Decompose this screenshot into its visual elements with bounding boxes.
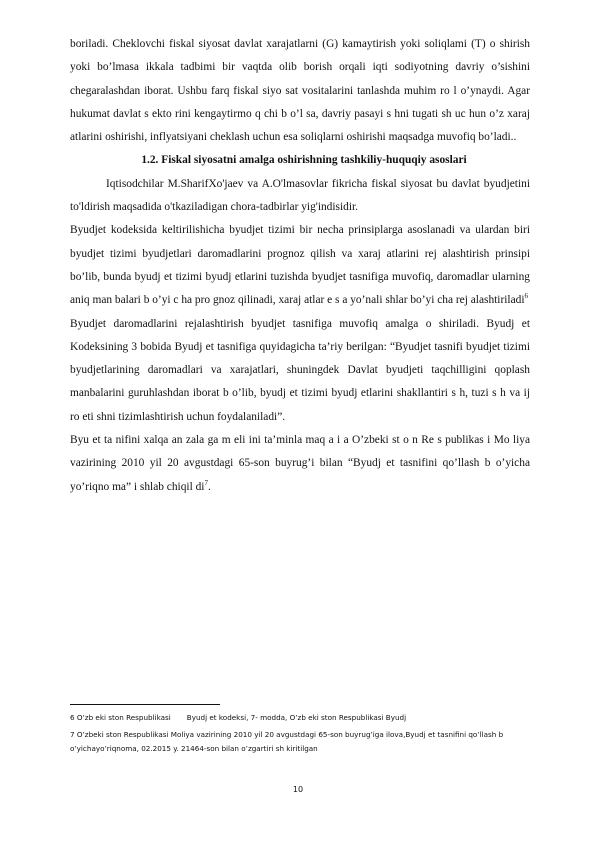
body-text bbox=[70, 33, 530, 499]
paragraph-budget-revenue-planning: Byudjet daromadlarini rejalashtirish byudjet tasnifiga muvofiq amalga o shiriladi. Byudj et Kodeksining 3 bobida Byudj et tasnifiga quyidagicha ta’riy berilgan: “Byudjet tasnifi byudjet tizimi byudjetlarining daromadlari va xarajatlari, shuningdek Davlat byudjeti taqchilligini qoplash manbalarini guruhlashdan iborat b o’lib, byudj et tizimi byudj etlarini shakllantiri s h, tuzi s h va ij ro eti shni tizimlashtirish uchun foydalaniladi”. bbox=[70, 317, 530, 423]
footnote-ref-6[interactable]: 6 bbox=[524, 292, 529, 301]
footnote-6-source: 6 O’zb eki ston Respublikasi bbox=[70, 713, 171, 722]
section-heading: 1.2. Fiskal siyosatni amalga oshirishning tashkiliy-huquqiy asoslari bbox=[141, 154, 467, 167]
paragraph-economists-definition: Iqtisodchilar M.SharifXo'jaev va A.O'lmasovlar fikricha fiskal siyosat bu davlat byudjetini to'ldirish maqsadida o'tkaziladigan chora-tadbirlar yig'indisidir. bbox=[70, 177, 530, 214]
footnote-6-detail: Byudj et kodeksi, 7- modda, O’zb eki ston Respublikasi Byudj bbox=[186, 713, 407, 722]
footnote-ref-7[interactable]: 7 bbox=[204, 478, 208, 487]
footnotes bbox=[70, 711, 530, 757]
page-number: 10 bbox=[292, 785, 304, 794]
paragraph-budget-classification bbox=[70, 429, 530, 499]
paragraph-budget-code-text: Byudjet kodeksida keltirilishicha byudjet tizimi bir necha prinsiplarga asoslanadi va ulardan biri byudjet tizimi byudjetlari daromadlarini prognoz qilish va xaraj atlarini rej alashtirish prinsipi bo’lib, bunda byudj et tizimi byudj etlarini tuzishda byudjet tasnifiga muvofiq, daromadlar ularning aniq man balari b o’yi c ha pro gnoz qilinadi, xaraj atlar e s a yo’nali shlar bo’yi cha rej alashtiriladi bbox=[70, 224, 530, 307]
paragraph-end-period: . bbox=[207, 480, 211, 493]
footnote-7: 7 O’zbeki ston Respublikasi Moliya vazirining 2010 yil 20 avgustdagi 65-son buyrug’iga ilova,Byudj et tasnifini qo’llash b o’yichayo’riqnoma, 02.2015 y. 21464-son bilan o’zgartiri sh kiritilgan bbox=[70, 729, 504, 753]
footnote-6 bbox=[70, 711, 530, 726]
paragraph-fiscal-policy-intro: boriladi. Cheklovchi fiskal siyosat davlat xarajatlarni (G) kamaytirish yoki soliqlami (T) o shirish yoki bo’lmasa ikkala tadbimi bir vaqtda olib borish orqali iqti sodiyotning davriy o’sishini chegaralashdan iborat. Ushbu farq fiskal siyo sat vositalarini tanlashda muhim ro l o’ynaydi. Agar hukumat davlat s ekto rini kengaytirmo q chi b o’l sa, davriy pasayi s hni tugati sh uc hun o’z xaraj atlarini oshirishi, inflyatsiyani cheklash uchun esa soliqlarni oshirishi maqsadga muvofiq bo’ladi.. bbox=[70, 38, 530, 144]
paragraph-budget-code bbox=[70, 219, 530, 312]
paragraph-budget-classification-text: Byu et ta nifini xalqa an zala ga m eli ini ta’minla maq a i a O’zbeki st o n Re s publikas i Mo liya vazirining 2010 yil 20 avgustdagi 65-son buyrug’i bilan “Byudj et tasnifini qo’llash b o’yicha yo’riqno ma” i shlab chiqil di bbox=[70, 434, 530, 493]
footnote-divider bbox=[70, 704, 220, 705]
